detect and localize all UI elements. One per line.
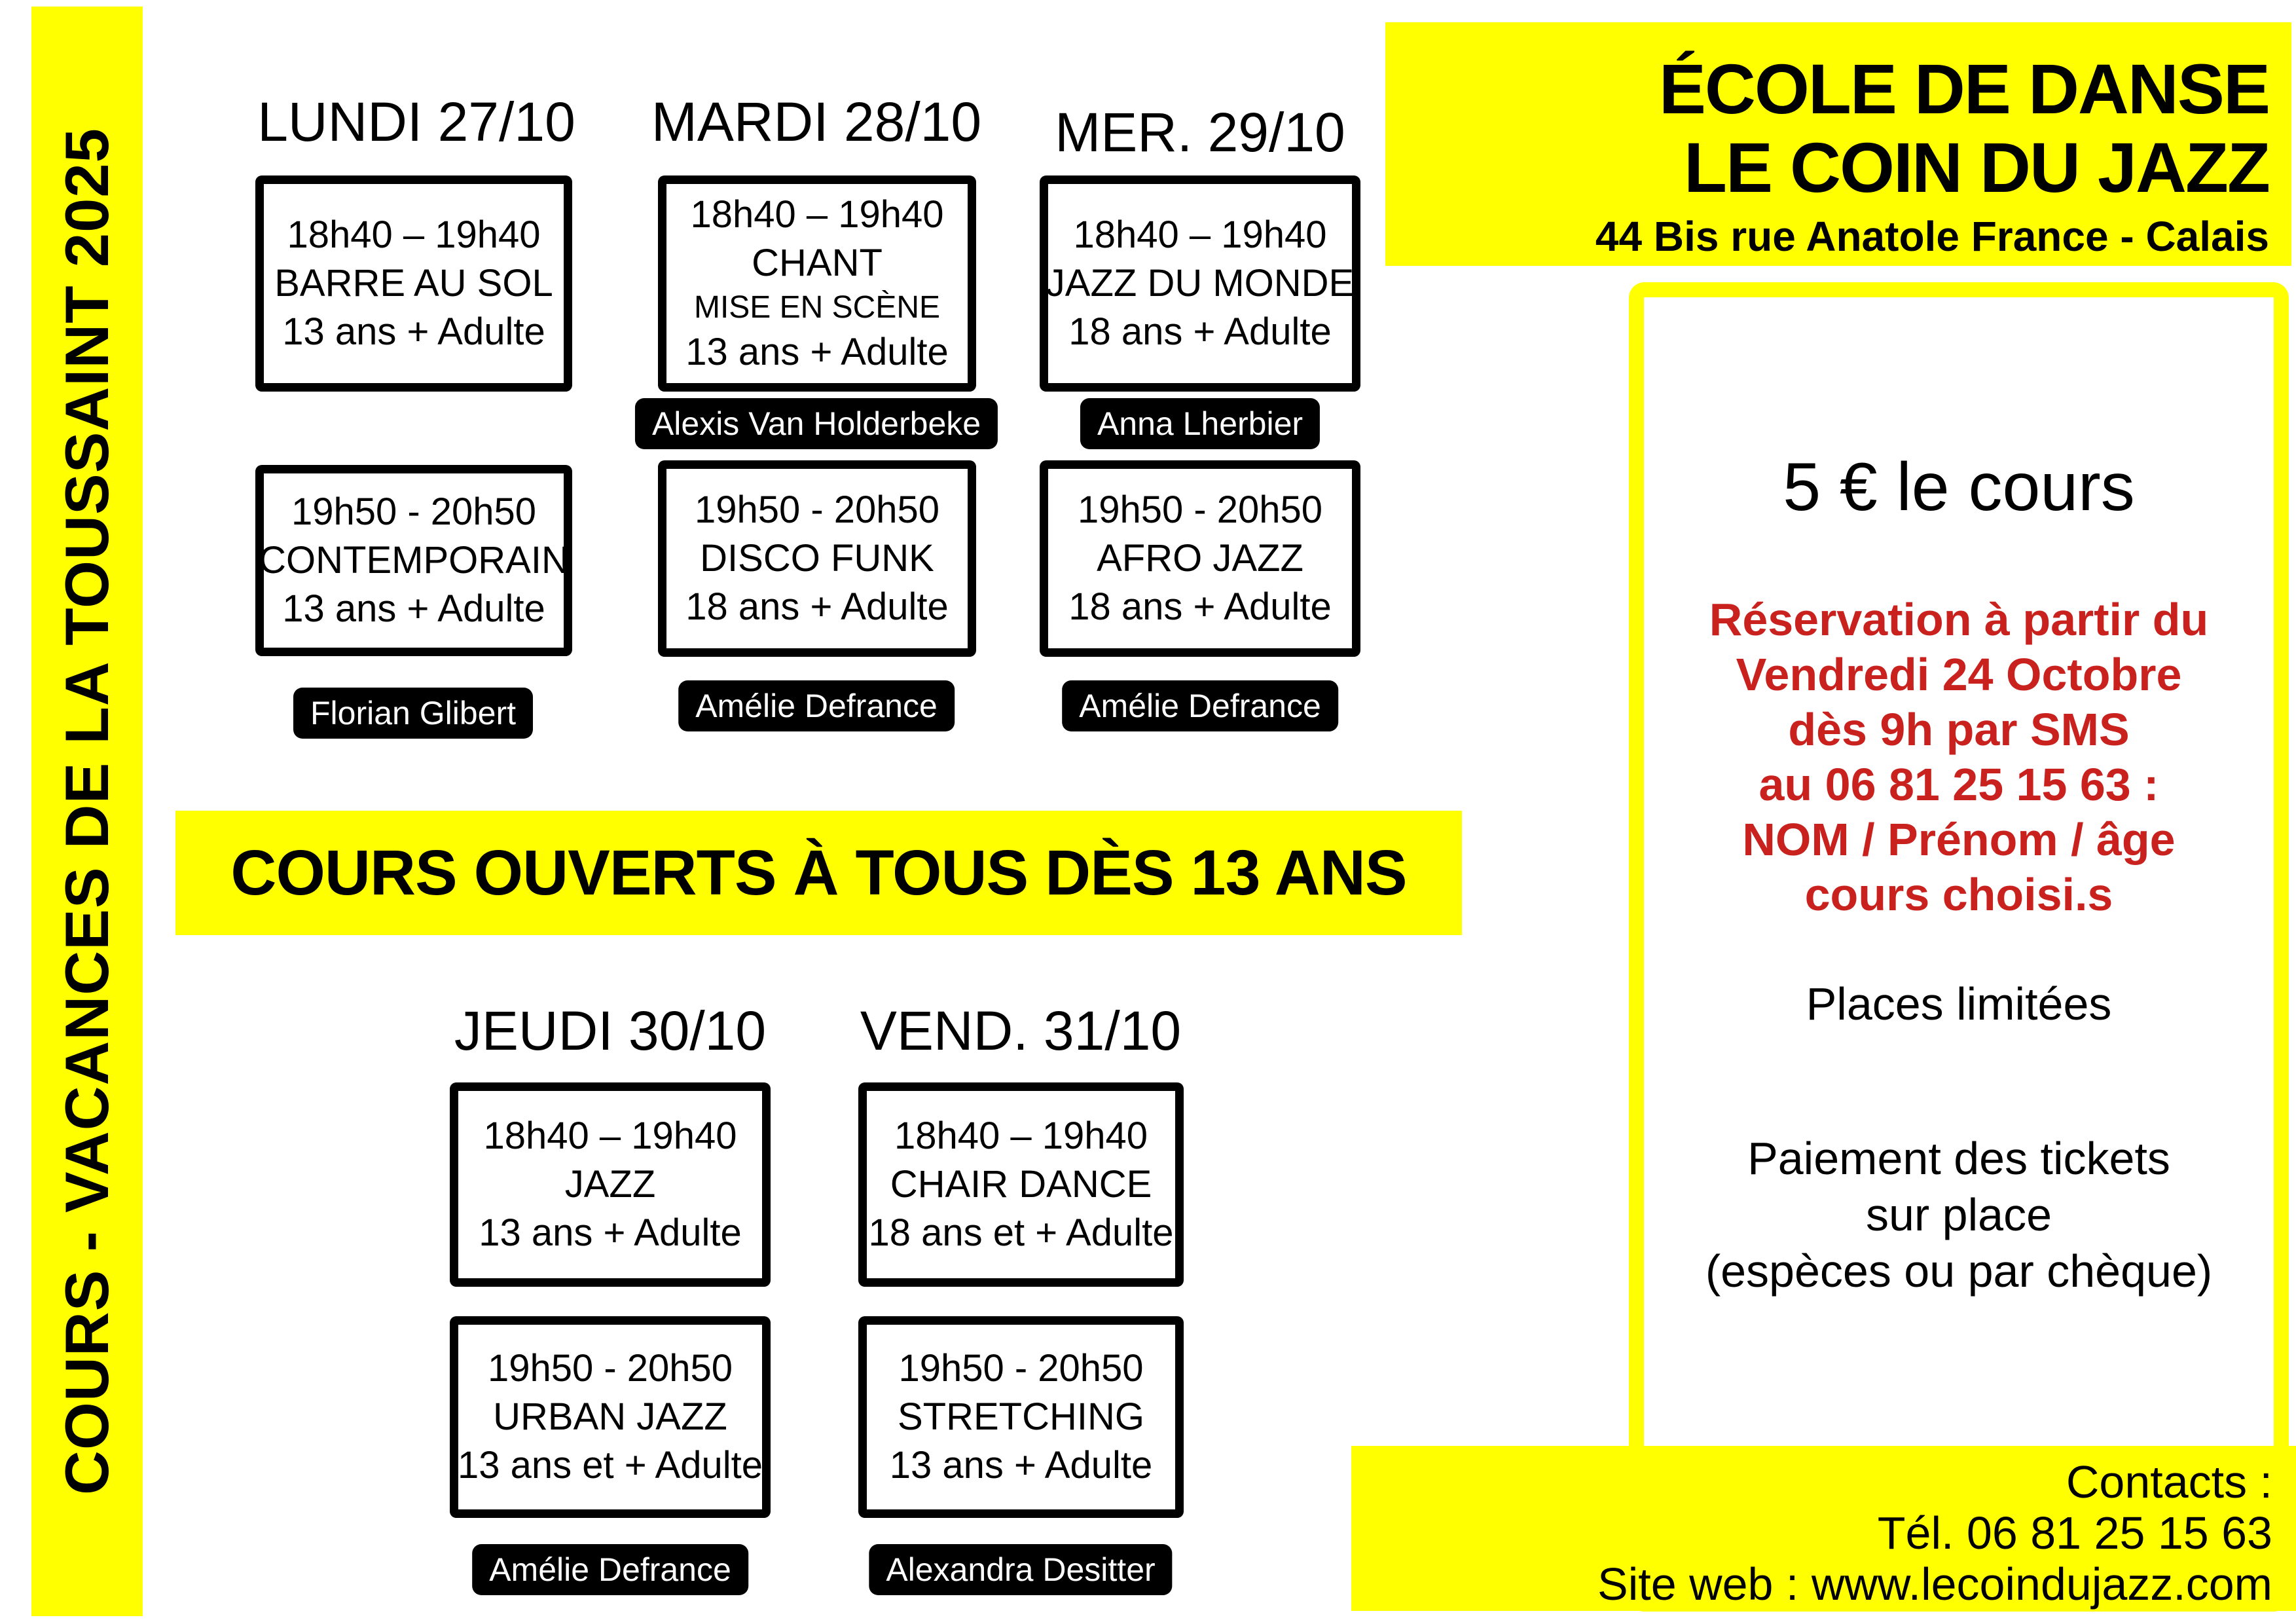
course-ages: 18 ans et + Adulte xyxy=(868,1211,1174,1254)
places-limited-text: Places limitées xyxy=(1806,978,2112,1029)
contacts-phone: Tél. 06 81 25 15 63 xyxy=(1877,1507,2272,1559)
course-ages: 13 ans + Adulte xyxy=(685,331,949,373)
teacher-label-mercredi-slot1: Anna Lherbier xyxy=(1080,398,1320,449)
open-courses-banner: COURS OUVERTS À TOUS DÈS 13 ANS xyxy=(175,811,1462,935)
course-box-mercredi-slot1 xyxy=(1040,175,1360,392)
course-title: CHANT xyxy=(752,242,883,284)
teacher-label-mercredi-slot2: Amélie Defrance xyxy=(1062,680,1338,731)
payment-line: sur place xyxy=(1865,1189,2052,1240)
teacher-label-lundi-slot2: Florian Glibert xyxy=(293,688,533,739)
course-box-lundi-slot1 xyxy=(255,175,572,392)
course-ages: 13 ans + Adulte xyxy=(282,310,545,353)
course-time: 19h50 - 20h50 xyxy=(898,1347,1144,1390)
course-time: 19h50 - 20h50 xyxy=(291,490,537,533)
course-title: STRETCHING xyxy=(898,1395,1144,1438)
teacher-label-jeudi-slot2: Amélie Defrance xyxy=(472,1544,748,1595)
reservation-line: au 06 81 25 15 63 : xyxy=(1758,759,2159,810)
course-time: 18h40 – 19h40 xyxy=(287,213,541,256)
course-ages: 18 ans + Adulte xyxy=(1068,310,1332,353)
course-ages: 18 ans + Adulte xyxy=(685,585,949,628)
course-time: 18h40 – 19h40 xyxy=(1073,213,1327,256)
price-text: 5 € le cours xyxy=(1783,449,2135,525)
course-time: 19h50 - 20h50 xyxy=(487,1347,733,1390)
course-time: 19h50 - 20h50 xyxy=(694,489,940,531)
course-time: 18h40 – 19h40 xyxy=(690,193,944,236)
course-title: CHAIR DANCE xyxy=(890,1163,1152,1206)
course-box-vendredi-slot1 xyxy=(858,1082,1184,1287)
course-ages: 13 ans et + Adulte xyxy=(458,1444,763,1486)
reservation-line: Vendredi 24 Octobre xyxy=(1736,649,2182,700)
day-header-jeudi: JEUDI 30/10 xyxy=(454,1000,767,1061)
course-title: JAZZ DU MONDE xyxy=(1046,262,1355,304)
course-title: CONTEMPORAIN xyxy=(259,539,569,581)
reservation-line: NOM / Prénom / âge xyxy=(1742,814,2176,865)
course-title: DISCO FUNK xyxy=(700,537,934,580)
day-header-mercredi: MER. 29/10 xyxy=(1055,101,1345,163)
reservation-line: cours choisi.s xyxy=(1804,869,2113,920)
contacts-title: Contacts : xyxy=(2066,1456,2272,1507)
teacher-label-mardi-slot1: Alexis Van Holderbeke xyxy=(635,398,998,449)
payment-line: (espèces ou par chèque) xyxy=(1705,1246,2213,1297)
course-box-mercredi-slot2 xyxy=(1040,460,1360,657)
course-title: AFRO JAZZ xyxy=(1097,537,1303,580)
course-title: JAZZ xyxy=(564,1163,656,1206)
course-box-mardi-slot2 xyxy=(658,460,976,657)
left-ribbon-text: COURS - VACANCES DE LA TOUSSAINT 2025 xyxy=(52,128,121,1495)
course-time: 18h40 – 19h40 xyxy=(894,1115,1148,1157)
course-box-lundi-slot2 xyxy=(255,465,572,656)
teacher-label-vendredi-slot2: Alexandra Desitter xyxy=(869,1544,1172,1595)
course-title: BARRE AU SOL xyxy=(274,262,553,304)
reservation-line: dès 9h par SMS xyxy=(1788,704,2130,755)
course-ages: 13 ans + Adulte xyxy=(479,1211,742,1254)
contacts-box xyxy=(1351,1446,2296,1611)
payment-block xyxy=(1644,1130,2274,1299)
course-box-mardi-slot1 xyxy=(658,175,976,392)
course-time: 19h50 - 20h50 xyxy=(1077,489,1323,531)
payment-line: Paiement des tickets xyxy=(1747,1133,2170,1184)
course-ages: 13 ans + Adulte xyxy=(889,1444,1153,1486)
reservation-line: Réservation à partir du xyxy=(1709,594,2209,645)
school-name-line2: LE COIN DU JAZZ xyxy=(1683,128,2269,207)
reservation-block xyxy=(1644,592,2274,922)
day-header-lundi: LUNDI 27/10 xyxy=(257,91,575,153)
course-subtitle: MISE EN SCÈNE xyxy=(693,290,941,325)
contacts-website: Site web : www.lecoindujazz.com xyxy=(1597,1559,2272,1610)
school-address: 44 Bis rue Anatole France - Calais xyxy=(1595,213,2269,260)
course-time: 18h40 – 19h40 xyxy=(483,1115,737,1157)
teacher-label-mardi-slot2: Amélie Defrance xyxy=(678,680,955,731)
school-name-line1: ÉCOLE DE DANSE xyxy=(1658,49,2269,128)
day-header-vendredi: VEND. 31/10 xyxy=(860,1000,1182,1061)
course-box-jeudi-slot2 xyxy=(450,1316,771,1518)
course-ages: 13 ans + Adulte xyxy=(282,587,545,630)
day-header-mardi: MARDI 28/10 xyxy=(651,91,982,153)
school-header-box xyxy=(1385,22,2291,266)
course-box-vendredi-slot2 xyxy=(858,1316,1184,1518)
course-ages: 18 ans + Adulte xyxy=(1068,585,1332,628)
course-box-jeudi-slot1 xyxy=(450,1082,771,1287)
left-ribbon xyxy=(31,7,143,1616)
info-panel xyxy=(1629,282,2289,1612)
course-title: URBAN JAZZ xyxy=(493,1395,727,1438)
